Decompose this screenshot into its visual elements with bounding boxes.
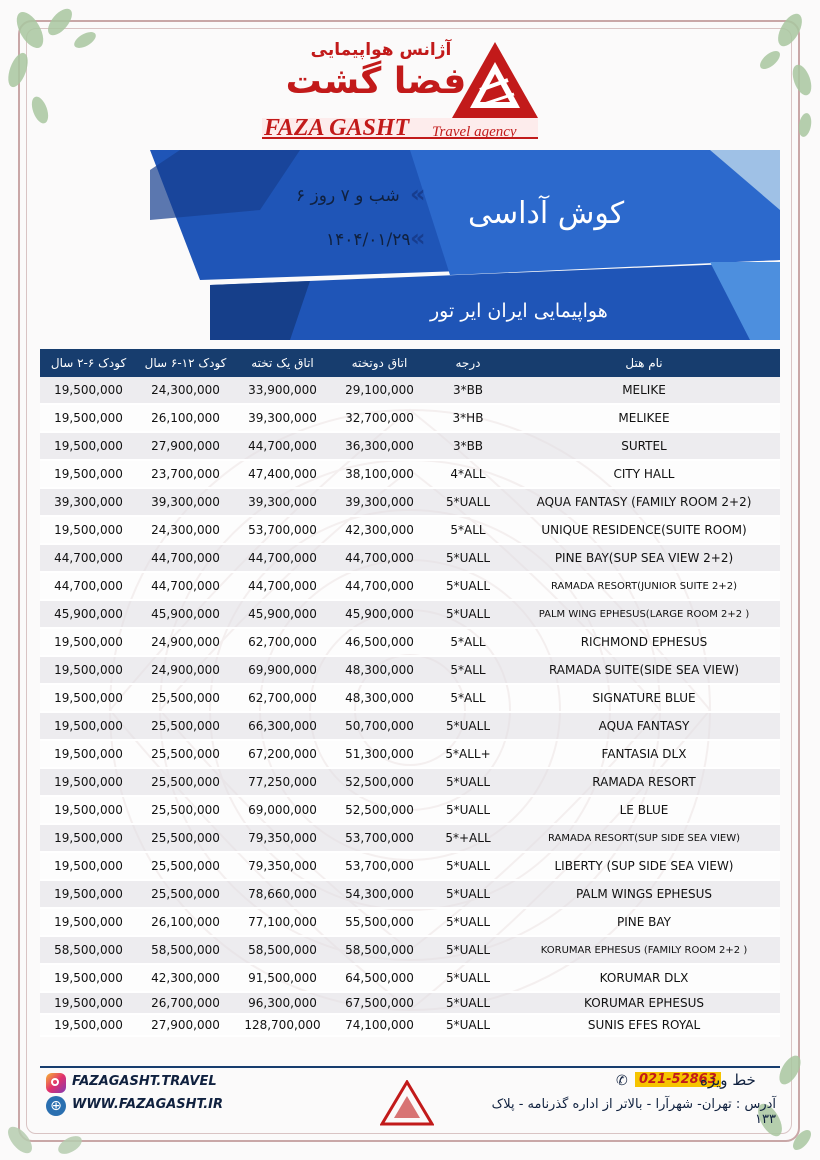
cell-child-2-6: 19,500,000 [40,712,137,740]
cell-child-6-12: 39,300,000 [137,488,234,516]
cell-grade: 5*UALL [428,964,508,992]
address-text: آدرس : تهران- شهرآرا - بالاتر از اداره گذرنامه - پلاک ۱۳۳ [491,1097,776,1127]
cell-hotel-name: LE BLUE [508,796,780,824]
cell-grade: 5*UALL [428,1014,508,1036]
cell-child-6-12: 23,700,000 [137,460,234,488]
cell-child-6-12: 25,500,000 [137,852,234,880]
cell-grade: 5*ALL [428,628,508,656]
cell-single-price: 69,000,000 [234,796,331,824]
cell-grade: 5*UALL [428,852,508,880]
cell-single-price: 47,400,000 [234,460,331,488]
table-row [40,768,780,796]
table-row [40,572,780,600]
cell-single-price: 69,900,000 [234,656,331,684]
cell-single-price: 66,300,000 [234,712,331,740]
cell-child-6-12: 45,900,000 [137,600,234,628]
cell-child-2-6: 19,500,000 [40,684,137,712]
triangle-logo-icon [450,40,540,120]
cell-child-6-12: 25,500,000 [137,712,234,740]
table-row [40,656,780,684]
globe-icon: ⊕ [46,1096,66,1116]
cell-double-price: 50,700,000 [331,712,428,740]
cell-child-6-12: 25,500,000 [137,768,234,796]
table-row [40,712,780,740]
cell-double-price: 46,500,000 [331,628,428,656]
table-row [40,600,780,628]
cell-child-6-12: 27,900,000 [137,432,234,460]
cell-grade: 5*UALL [428,880,508,908]
cell-child-2-6: 19,500,000 [40,432,137,460]
hotline-label: خط ویژه [700,1071,756,1089]
cell-single-price: 79,350,000 [234,852,331,880]
cell-hotel-name: MELIKE [508,377,780,404]
cell-child-6-12: 26,700,000 [137,992,234,1014]
cell-child-2-6: 19,500,000 [40,796,137,824]
table-row [40,544,780,572]
cell-grade: 5*ALL+ [428,740,508,768]
cell-hotel-name: SIGNATURE BLUE [508,684,780,712]
cell-grade: 3*HB [428,404,508,432]
cell-single-price: 67,200,000 [234,740,331,768]
tour-duration: ۶ شب و ۷ روز [296,186,400,206]
chevron-icon: « [410,224,426,252]
cell-grade: 5*UALL [428,908,508,936]
table-row [40,488,780,516]
cell-child-6-12: 58,500,000 [137,936,234,964]
cell-grade: 5*UALL [428,796,508,824]
cell-double-price: 38,100,000 [331,460,428,488]
cell-child-6-12: 25,500,000 [137,684,234,712]
cell-child-6-12: 25,500,000 [137,796,234,824]
cell-double-price: 44,700,000 [331,544,428,572]
cell-single-price: 62,700,000 [234,628,331,656]
cell-grade: 5*UALL [428,712,508,740]
cell-hotel-name: RAMADA RESORT(JUNIOR SUITE 2+2) [508,572,780,600]
cell-child-2-6: 19,500,000 [40,460,137,488]
cell-child-6-12: 26,100,000 [137,908,234,936]
cell-child-2-6: 39,300,000 [40,488,137,516]
cell-child-2-6: 19,500,000 [40,880,137,908]
cell-child-2-6: 19,500,000 [40,824,137,852]
cell-double-price: 51,300,000 [331,740,428,768]
cell-grade: 4*ALL [428,460,508,488]
brand-logo [262,36,552,146]
cell-double-price: 45,900,000 [331,600,428,628]
cell-child-2-6: 19,500,000 [40,656,137,684]
table-row [40,432,780,460]
cell-single-price: 96,300,000 [234,992,331,1014]
cell-child-2-6: 19,500,000 [40,852,137,880]
cell-single-price: 44,700,000 [234,544,331,572]
cell-double-price: 67,500,000 [331,992,428,1014]
cell-double-price: 29,100,000 [331,377,428,404]
cell-hotel-name: SURTEL [508,432,780,460]
cell-grade: 5*UALL [428,768,508,796]
cell-child-2-6: 19,500,000 [40,768,137,796]
cell-single-price: 62,700,000 [234,684,331,712]
table-row [40,460,780,488]
cell-grade: 5*UALL [428,572,508,600]
col-header-child-2-6: کودک ۶-۲ سال [40,349,137,377]
cell-double-price: 44,700,000 [331,572,428,600]
cell-grade: 5*UALL [428,488,508,516]
table-row [40,880,780,908]
table-row [40,824,780,852]
cell-child-2-6: 19,500,000 [40,377,137,404]
cell-grade: 5*ALL [428,516,508,544]
website-link[interactable]: WWW.FAZAGASHT.IR [72,1097,223,1112]
instagram-icon [46,1073,66,1093]
cell-hotel-name: CITY HALL [508,460,780,488]
cell-double-price: 52,500,000 [331,796,428,824]
cell-child-2-6: 19,500,000 [40,992,137,1014]
table-row [40,516,780,544]
cell-single-price: 39,300,000 [234,404,331,432]
cell-child-6-12: 24,900,000 [137,656,234,684]
table-row [40,684,780,712]
cell-child-2-6: 44,700,000 [40,544,137,572]
cell-single-price: 44,700,000 [234,572,331,600]
tour-date: ۱۴۰۴/۰۱/۲۹ [326,230,411,250]
leaf-decoration-top-left-icon [0,0,110,140]
cell-child-6-12: 25,500,000 [137,824,234,852]
cell-double-price: 64,500,000 [331,964,428,992]
cell-hotel-name: KORUMAR DLX [508,964,780,992]
cell-double-price: 36,300,000 [331,432,428,460]
cell-hotel-name: UNIQUE RESIDENCE(SUITE ROOM) [508,516,780,544]
cell-child-2-6: 19,500,000 [40,740,137,768]
cell-child-6-12: 26,100,000 [137,404,234,432]
table-row [40,1014,780,1036]
col-header-child-6-12: کودک ۱۲-۶ سال [137,349,234,377]
table-row [40,852,780,880]
cell-hotel-name: RICHMOND EPHESUS [508,628,780,656]
chevron-icon: « [410,180,426,208]
cell-single-price: 45,900,000 [234,600,331,628]
cell-single-price: 77,250,000 [234,768,331,796]
cell-single-price: 91,500,000 [234,964,331,992]
cell-grade: 5*+ALL [428,824,508,852]
airline-name: هواپیمایی ایران ایر تور [430,300,608,322]
cell-single-price: 128,700,000 [234,1014,331,1036]
cell-single-price: 78,660,000 [234,880,331,908]
cell-double-price: 42,300,000 [331,516,428,544]
hotline-number[interactable]: 021-52863 [635,1072,721,1087]
footer-logo-icon [380,1080,434,1126]
cell-hotel-name: AQUA FANTASY [508,712,780,740]
cell-single-price: 44,700,000 [234,432,331,460]
cell-single-price: 79,350,000 [234,824,331,852]
cell-single-price: 39,300,000 [234,488,331,516]
cell-hotel-name: RAMADA RESORT [508,768,780,796]
cell-single-price: 58,500,000 [234,936,331,964]
cell-grade: 5*ALL [428,684,508,712]
cell-grade: 5*UALL [428,600,508,628]
cell-child-2-6: 19,500,000 [40,628,137,656]
cell-child-2-6: 19,500,000 [40,908,137,936]
col-header-grade: درجه [428,349,508,377]
col-header-double: اتاق دوتخته [331,349,428,377]
brand-tagline: Travel agency [432,124,517,140]
cell-grade: 3*BB [428,432,508,460]
phone-icon: ✆ [616,1073,628,1089]
cell-child-2-6: 19,500,000 [40,404,137,432]
cell-double-price: 39,300,000 [331,488,428,516]
cell-grade: 5*UALL [428,992,508,1014]
cell-hotel-name: SUNIS EFES ROYAL [508,1014,780,1036]
leaf-decoration-bottom-left-icon [0,1110,120,1160]
cell-hotel-name: RAMADA RESORT(SUP SIDE SEA VIEW) [508,824,780,852]
cell-hotel-name: PALM WINGS EPHESUS [508,880,780,908]
cell-double-price: 32,700,000 [331,404,428,432]
cell-child-6-12: 42,300,000 [137,964,234,992]
col-header-hotel: نام هتل [508,349,780,377]
cell-double-price: 53,700,000 [331,824,428,852]
cell-double-price: 55,500,000 [331,908,428,936]
cell-child-6-12: 44,700,000 [137,544,234,572]
cell-hotel-name: LIBERTY (SUP SIDE SEA VIEW) [508,852,780,880]
instagram-handle[interactable]: FAZAGASHT.TRAVEL [72,1074,217,1089]
price-table [40,349,780,1037]
cell-double-price: 52,500,000 [331,768,428,796]
table-row [40,936,780,964]
table-row [40,740,780,768]
cell-double-price: 53,700,000 [331,852,428,880]
cell-hotel-name: KORUMAR EPHESUS (FAMILY ROOM 2+2 ) [508,936,780,964]
cell-grade: 5*UALL [428,544,508,572]
cell-child-2-6: 19,500,000 [40,1014,137,1036]
cell-hotel-name: KORUMAR EPHESUS [508,992,780,1014]
cell-grade: 3*BB [428,377,508,404]
cell-double-price: 58,500,000 [331,936,428,964]
cell-grade: 5*UALL [428,936,508,964]
table-row [40,992,780,1014]
cell-hotel-name: MELIKEE [508,404,780,432]
cell-grade: 5*ALL [428,656,508,684]
brand-name-en: FAZA GASHT [264,115,410,141]
cell-hotel-name: PINE BAY [508,908,780,936]
table-row [40,908,780,936]
cell-child-2-6: 19,500,000 [40,516,137,544]
footer-divider [40,1066,780,1068]
col-header-single: اتاق یک تخته [234,349,331,377]
cell-hotel-name: PINE BAY(SUP SEA VIEW 2+2) [508,544,780,572]
cell-single-price: 77,100,000 [234,908,331,936]
cell-single-price: 53,700,000 [234,516,331,544]
table-row [40,377,780,404]
table-row [40,796,780,824]
cell-hotel-name: PALM WING EPHESUS(LARGE ROOM 2+2 ) [508,600,780,628]
cell-hotel-name: RAMADA SUITE(SIDE SEA VIEW) [508,656,780,684]
cell-double-price: 48,300,000 [331,684,428,712]
leaf-decoration-top-right-icon [730,0,820,140]
table-header-row [40,349,780,377]
cell-double-price: 54,300,000 [331,880,428,908]
cell-child-6-12: 27,900,000 [137,1014,234,1036]
cell-child-2-6: 58,500,000 [40,936,137,964]
cell-hotel-name: AQUA FANTASY (FAMILY ROOM 2+2) [508,488,780,516]
cell-single-price: 33,900,000 [234,377,331,404]
cell-child-6-12: 25,500,000 [137,880,234,908]
agency-label-fa: آژانس هواپیمایی [310,40,452,60]
table-row [40,628,780,656]
destination-title: کوش آداسی [468,196,625,231]
cell-child-2-6: 45,900,000 [40,600,137,628]
cell-hotel-name: FANTASIA DLX [508,740,780,768]
cell-child-6-12: 24,300,000 [137,516,234,544]
cell-child-6-12: 25,500,000 [137,740,234,768]
brand-name-fa: فضا گشت [285,61,467,102]
table-row [40,964,780,992]
cell-child-2-6: 19,500,000 [40,964,137,992]
cell-child-2-6: 44,700,000 [40,572,137,600]
cell-child-6-12: 44,700,000 [137,572,234,600]
cell-double-price: 74,100,000 [331,1014,428,1036]
cell-child-6-12: 24,900,000 [137,628,234,656]
cell-child-6-12: 24,300,000 [137,377,234,404]
table-row [40,404,780,432]
cell-double-price: 48,300,000 [331,656,428,684]
